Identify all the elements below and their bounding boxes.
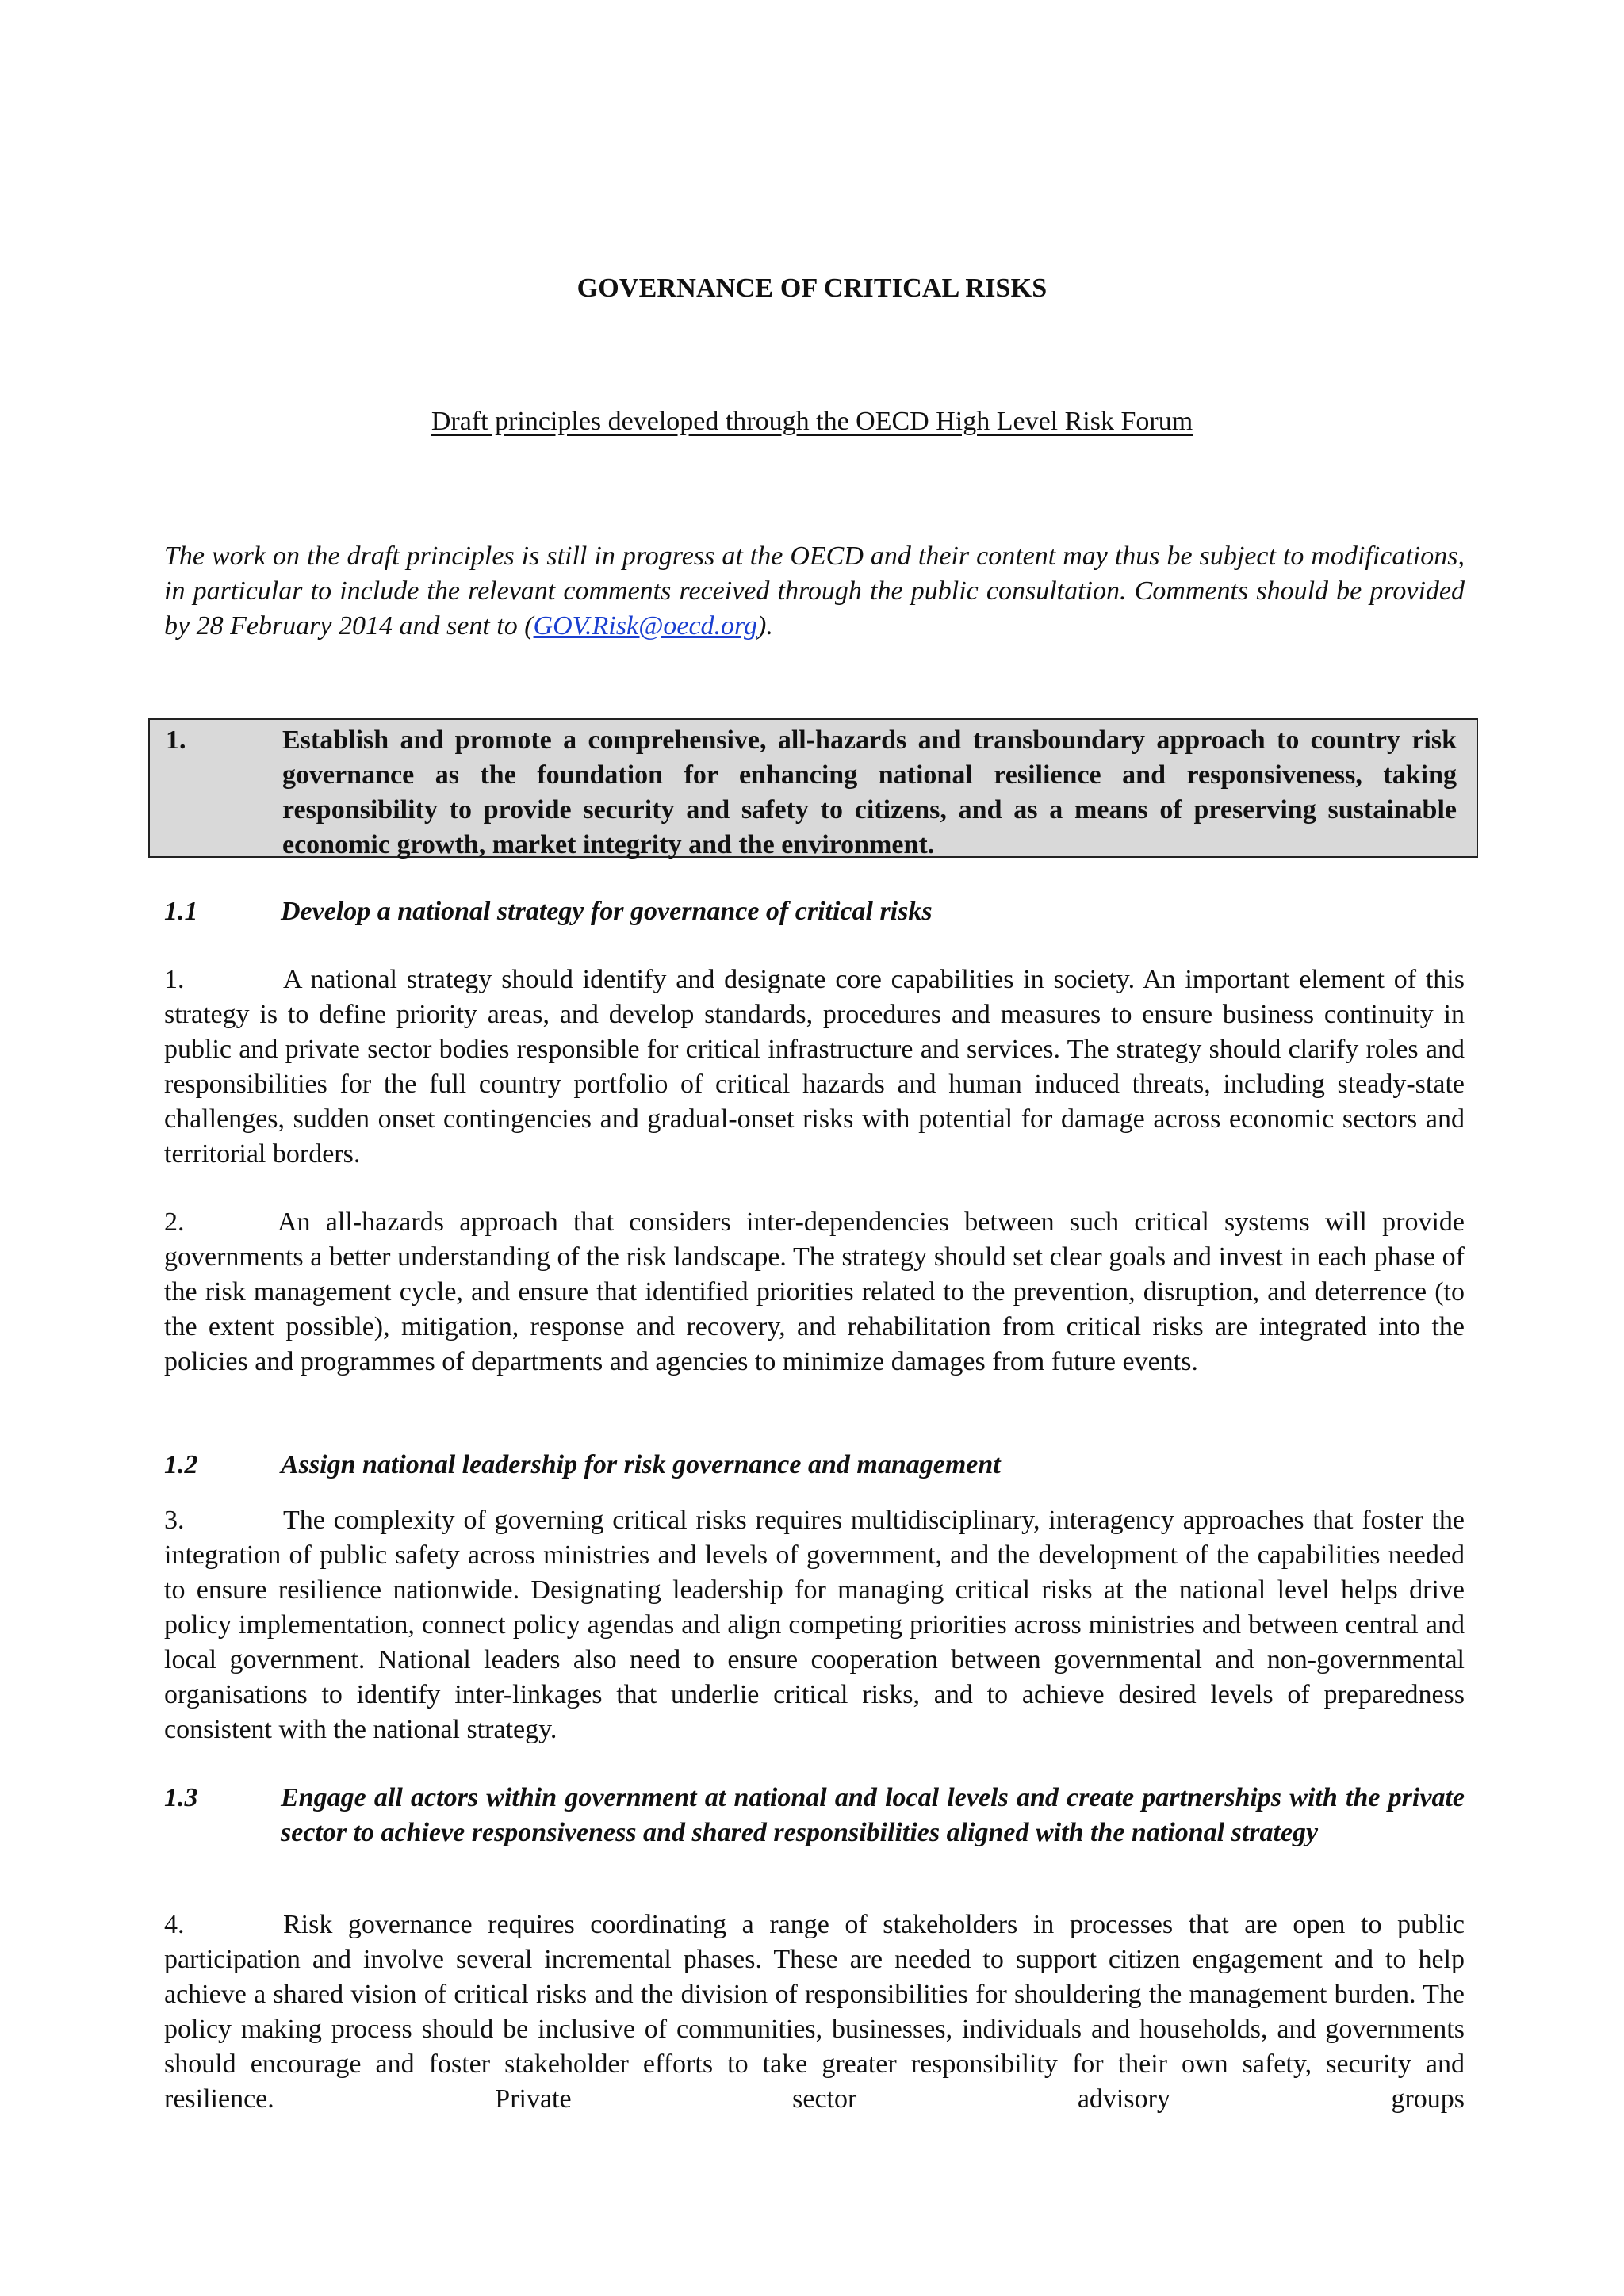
section-heading-1-1 <box>164 894 1465 929</box>
paragraph-number: 1. <box>164 965 185 994</box>
paragraph-1 <box>164 962 1465 1172</box>
paragraph-text: Risk governance requires coordinating a range of stakeholders in processes that are open to public participation and involve several incremental phases. These are needed to support citizen engagement and to help achieve a shared vision of critical risks and the division of responsibilities for shouldering the management burden. The policy making process should be inclusive of communities, businesses, individuals and households, and governments should encourage and foster stakeholder efforts to take greater responsibility for their own safety, security and resilience. Private sector advisory groups <box>164 1910 1465 2114</box>
section-number: 1.3 <box>164 1783 198 1812</box>
section-number: 1.2 <box>164 1450 198 1479</box>
paragraph-3 <box>164 1503 1465 1747</box>
paragraph-text: A national strategy should identify and designate core capabilities in society. An important element of this strategy is to define priority areas, and develop standards, procedures and measures to ensure business continuity in public and private sector bodies responsible for critical infrastructure and services. The strategy should clarify roles and responsibilities for the full country portfolio of critical hazards and human induced threats, including steady-state challenges, sudden onset contingencies and gradual-onset risks with potential for damage across economic sectors and territorial borders. <box>164 965 1465 1169</box>
document-title: GOVERNANCE OF CRITICAL RISKS <box>576 274 1048 303</box>
note-text: The work on the draft principles is still in progress at the OECD and their content may thus be subject to modifications, in particular to include the relevant comments received through the public consultation. Comments should be provided by 28 February 2014 and sent to ( <box>164 541 1465 641</box>
section-title: Engage all actors within government at national and local levels and create partnerships with the private sector to achieve responsiveness and shared responsibilities aligned with the national strategy <box>281 1783 1465 1847</box>
section-heading-1-2 <box>164 1448 1465 1483</box>
note-text-end: ). <box>757 611 773 641</box>
paragraph-2 <box>164 1205 1465 1380</box>
section-title: Develop a national strategy for governance of critical risks <box>281 897 933 926</box>
section-title: Assign national leadership for risk governance and management <box>281 1450 1001 1479</box>
paragraph-number: 3. <box>164 1506 185 1535</box>
paragraph-4 <box>164 1908 1465 2117</box>
paragraph-text: The complexity of governing critical risks requires multidisciplinary, interagency approaches that foster the integration of public safety across ministries and levels of government, and the development of the capabilities needed to ensure resilience nationwide. Designating leadership for managing critical risks at the national level helps drive policy implementation, connect policy agendas and align competing priorities across ministries and between central and local government. National leaders also need to ensure cooperation between governmental and non-governmental organisations to identify inter-linkages that underlie critical risks, and to achieve desired levels of preparedness consistent with the national strategy. <box>164 1506 1465 1744</box>
section-heading-1-3 <box>164 1781 1465 1850</box>
paragraph-number: 4. <box>164 1910 185 1939</box>
principle-box <box>148 718 1478 858</box>
principle-text: Establish and promote a comprehensive, all-hazards and transboundary approach to country risk governance as the foundation for enhancing national resilience and responsiveness, taking responsibility to provide security and safety to citizens, and as a means of preserving sustainable economic growth, market integrity and the environment. <box>282 725 1457 859</box>
document-subtitle: Draft principles developed through the OECD High Level Risk Forum <box>431 407 1193 436</box>
paragraph-text: An all-hazards approach that considers inter-dependencies between such critical systems will provide governments a better understanding of the risk landscape. The strategy should set clear goals and invest in each phase of the risk management cycle, and ensure that identified priorities related to the prevention, disruption, and deterrence (to the extent possible), mitigation, response and recovery, and rehabilitation from critical risks are integrated into the policies and programmes of departments and agencies to minimize damages from future events. <box>164 1207 1465 1376</box>
email-link[interactable]: GOV.Risk@oecd.org <box>533 611 758 641</box>
section-number: 1.1 <box>164 897 198 926</box>
paragraph-number: 2. <box>164 1207 185 1237</box>
consultation-note <box>164 539 1465 644</box>
principle-number: 1. <box>166 725 186 755</box>
